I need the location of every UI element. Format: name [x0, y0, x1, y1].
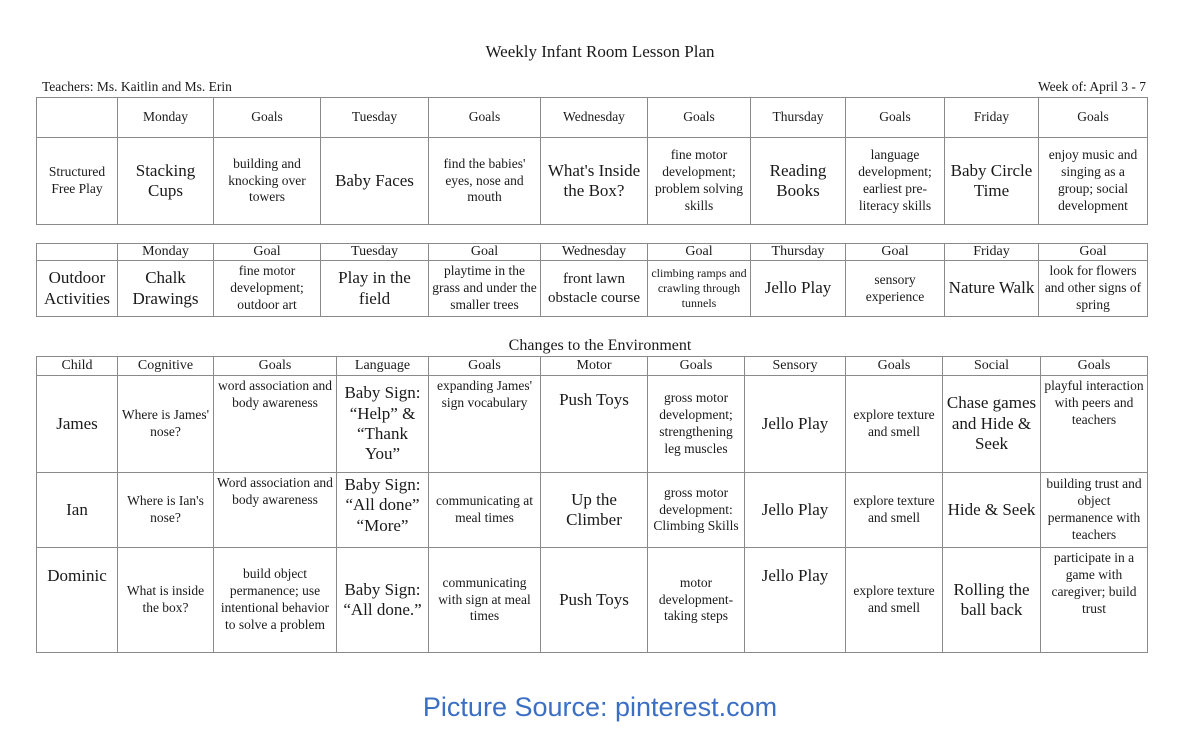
activity-cell: Baby Circle Time [945, 138, 1039, 225]
goal-cell: fine motor development; problem solving skills [648, 138, 751, 225]
header-cell [37, 244, 118, 261]
goal-cell: playtime in the grass and under the smaller trees [429, 261, 541, 317]
header-cell: Friday [945, 98, 1039, 138]
child-name-cell: Ian [37, 473, 118, 548]
activity-cell: front lawn obstacle course [541, 261, 648, 317]
goal-cell: motor development-taking steps [648, 548, 745, 653]
child-name-cell: James [37, 376, 118, 473]
header-cell: Language [337, 357, 429, 376]
header-cell: Monday [118, 98, 214, 138]
header-cell: Goals [648, 357, 745, 376]
sensory-cell: Jello Play [745, 548, 846, 653]
header-cell: Goals [1039, 98, 1148, 138]
activity-cell: Play in the field [321, 261, 429, 317]
goal-cell: enjoy music and singing as a group; social development [1039, 138, 1148, 225]
lesson-plan-table [36, 97, 1148, 225]
week-label: Week of: April 3 - 7 [1037, 79, 1146, 94]
header-cell: Goal [429, 244, 541, 261]
table-header-row [37, 98, 1148, 138]
picture-source-caption: Picture Source: pinterest.com [422, 692, 778, 722]
header-cell: Goals [846, 357, 943, 376]
motor-cell: Push Toys [541, 548, 648, 653]
activity-cell: Baby Faces [321, 138, 429, 225]
motor-cell: Up the Climber [541, 473, 648, 548]
header-cell: Goal [846, 244, 945, 261]
goal-cell: playful interaction with peers and teachers [1041, 376, 1148, 473]
activity-cell: Chalk Drawings [118, 261, 214, 317]
table-header-row [37, 357, 1148, 376]
page-title: Weekly Infant Room Lesson Plan [485, 42, 715, 61]
goal-cell: explore texture and smell [846, 473, 943, 548]
goal-cell: Word association and body awareness [214, 473, 337, 548]
social-cell: Hide & Seek [943, 473, 1041, 548]
header-cell: Goals [429, 357, 541, 376]
sensory-cell: Jello Play [745, 376, 846, 473]
activity-cell: Stacking Cups [118, 138, 214, 225]
header-cell: Motor [541, 357, 648, 376]
language-cell: Baby Sign: “Help” & “Thank You” [337, 376, 429, 473]
goal-cell: building trust and object permanence with teachers [1041, 473, 1148, 548]
motor-cell: Push Toys [541, 376, 648, 473]
goal-cell: communicating with sign at meal times [429, 548, 541, 653]
header-cell: Tuesday [321, 98, 429, 138]
header-cell: Goals [214, 98, 321, 138]
teachers-label: Teachers: Ms. Kaitlin and Ms. Erin [42, 79, 232, 94]
activity-cell: Nature Walk [945, 261, 1039, 317]
cognitive-cell: Where is Ian's nose? [118, 473, 214, 548]
goal-cell: climbing ramps and crawling through tunnels [648, 261, 751, 317]
table-row [37, 376, 1148, 473]
header-cell: Thursday [751, 98, 846, 138]
table-row [37, 138, 1148, 225]
header-cell: Goals [429, 98, 541, 138]
header-cell: Goal [648, 244, 751, 261]
header-cell: Child [37, 357, 118, 376]
sensory-cell: Jello Play [745, 473, 846, 548]
header-cell [37, 98, 118, 138]
outdoor-activities-table [36, 243, 1148, 317]
goal-cell: participate in a game with caregiver; build trust [1041, 548, 1148, 653]
header-cell: Tuesday [321, 244, 429, 261]
goal-cell: find the babies' eyes, nose and mouth [429, 138, 541, 225]
header-cell: Thursday [751, 244, 846, 261]
header-cell: Goals [1041, 357, 1148, 376]
language-cell: Baby Sign: “All done” “More” [337, 473, 429, 548]
goal-cell: expanding James' sign vocabulary [429, 376, 541, 473]
header-cell: Social [943, 357, 1041, 376]
table-header-row [37, 244, 1148, 261]
cognitive-cell: Where is James' nose? [118, 376, 214, 473]
goal-cell: gross motor development; strengthening leg muscles [648, 376, 745, 473]
goal-cell: gross motor development: Climbing Skills [648, 473, 745, 548]
goal-cell: look for flowers and other signs of spring [1039, 261, 1148, 317]
goal-cell: explore texture and smell [846, 376, 943, 473]
goal-cell: explore texture and smell [846, 548, 943, 653]
header-cell: Sensory [745, 357, 846, 376]
environment-section-title: Changes to the Environment [508, 337, 692, 354]
child-name-cell: Dominic [37, 548, 118, 653]
header-cell: Wednesday [541, 98, 648, 138]
goal-cell: fine motor development; outdoor art [214, 261, 321, 317]
goal-cell: building and knocking over towers [214, 138, 321, 225]
header-cell: Wednesday [541, 244, 648, 261]
header-cell: Goals [648, 98, 751, 138]
row-label: Outdoor Activities [37, 261, 118, 317]
goal-cell: word association and body awareness [214, 376, 337, 473]
header-cell: Goal [214, 244, 321, 261]
table-row [37, 548, 1148, 653]
goal-cell: build object permanence; use intentional behavior to solve a problem [214, 548, 337, 653]
table-row [37, 261, 1148, 317]
header-cell: Goal [1039, 244, 1148, 261]
goal-cell: language development; earliest pre-literacy skills [846, 138, 945, 225]
table-row [37, 473, 1148, 548]
social-cell: Chase games and Hide & Seek [943, 376, 1041, 473]
header-cell: Monday [118, 244, 214, 261]
goal-cell: sensory experience [846, 261, 945, 317]
header-cell: Goals [846, 98, 945, 138]
cognitive-cell: What is inside the box? [118, 548, 214, 653]
activity-cell: Jello Play [751, 261, 846, 317]
header-cell: Friday [945, 244, 1039, 261]
row-label: Structured Free Play [37, 138, 118, 225]
header-cell: Goals [214, 357, 337, 376]
goal-cell: communicating at meal times [429, 473, 541, 548]
environment-table [36, 356, 1148, 653]
language-cell: Baby Sign: “All done.” [337, 548, 429, 653]
activity-cell: What's Inside the Box? [541, 138, 648, 225]
activity-cell: Reading Books [751, 138, 846, 225]
header-cell: Cognitive [118, 357, 214, 376]
social-cell: Rolling the ball back [943, 548, 1041, 653]
